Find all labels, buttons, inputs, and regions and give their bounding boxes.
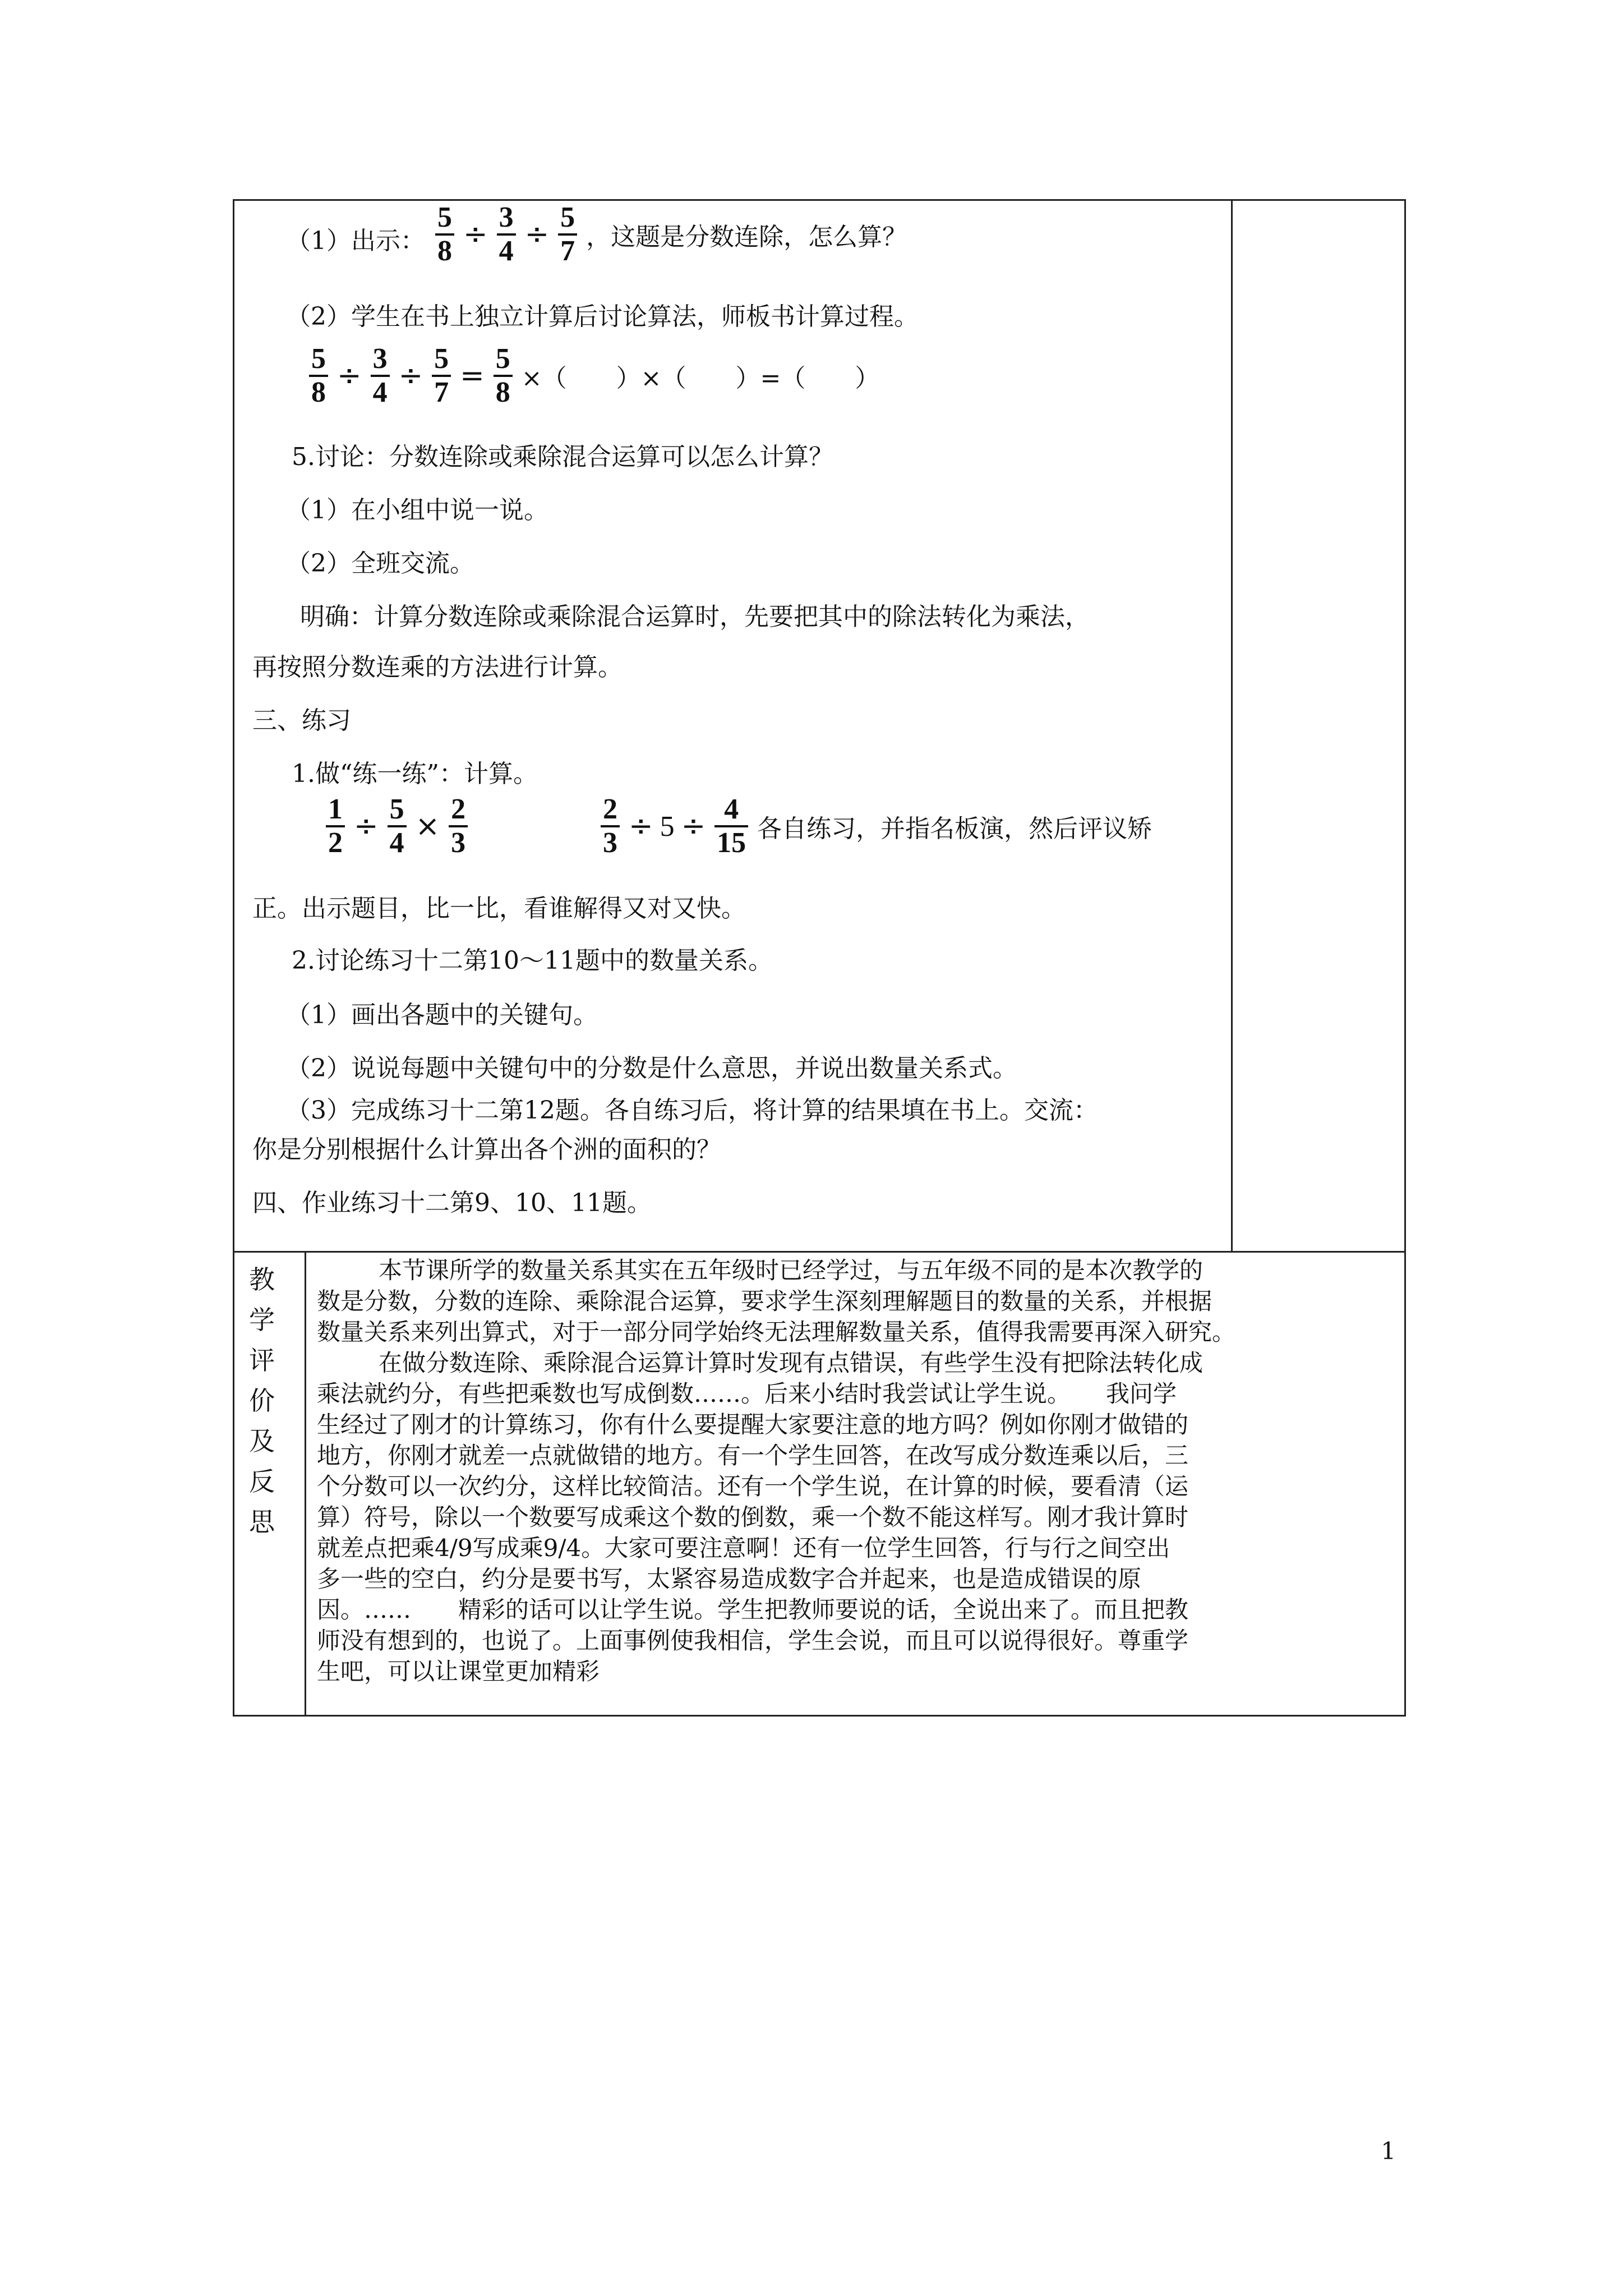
- expression-2: [306, 343, 879, 408]
- side-label-char: 学: [249, 1305, 275, 1335]
- equals-sign: =: [460, 359, 485, 393]
- integer-5: 5: [660, 810, 675, 843]
- line-11-tail: 各自练习，并指名板演，然后评议矫: [757, 815, 1152, 843]
- fraction: $\frac{1}{2}$: [326, 794, 345, 859]
- side-label-char: 价: [249, 1386, 275, 1416]
- table-top-border: [233, 199, 1406, 201]
- fraction: $\frac{5}{7}$: [432, 343, 451, 408]
- line-1-tail: ，这题是分数连除，怎么算？: [586, 223, 907, 251]
- row-divider: [233, 1251, 1406, 1253]
- reflection-line: 算）符号，除以一个数要写成乘这个数的倒数，乘一个数不能这样写。刚才我计算时: [317, 1503, 1189, 1531]
- side-label-char: 评: [249, 1345, 275, 1375]
- reflection-line: 数量关系来列出算式，对于一部分同学始终无法理解数量关系，值得我需要再深入研究。: [317, 1318, 1236, 1346]
- line-2: （2）学生在书上独立计算后讨论算法，师板书计算过程。: [286, 302, 919, 331]
- line-17: 你是分别根据什么计算出各个洲的面积的？: [252, 1135, 721, 1164]
- line-4: 5.讨论：分数连除或乘除混合运算可以怎么计算？: [292, 443, 833, 471]
- reflection-line: 多一些的空白，约分是要书写，太紧容易造成数字合并起来，也是造成错误的原: [317, 1565, 1142, 1593]
- line-15: （2）说说每题中关键句中的分数是什么意思，并说出数量关系式。: [286, 1054, 1017, 1083]
- side-label-char: 教: [249, 1264, 275, 1295]
- line-8: 再按照分数连乘的方法进行计算。: [252, 653, 623, 682]
- line-1-label: （1）出示：: [286, 227, 425, 255]
- fraction: $\frac{5}{7}$: [558, 202, 577, 267]
- exercise-a: [322, 794, 471, 859]
- divide-sign: ÷: [524, 218, 550, 251]
- reflection-line: 因。…… 精彩的话可以让学生说。学生把教师要说的话，全说出来了。而且把教: [317, 1596, 1189, 1623]
- divide-sign: ÷: [681, 809, 706, 843]
- line-13: 2.讨论练习十二第10～11题中的数量关系。: [292, 946, 773, 975]
- section-3-heading: 三、练习: [252, 706, 351, 735]
- line-7: 明确：计算分数连除或乘除混合运算时，先要把其中的除法转化为乘法，: [300, 602, 1090, 631]
- reflection-line: 生经过了刚才的计算练习，你有什么要提醒大家要注意的地方吗？例如你刚才做错的: [317, 1411, 1189, 1438]
- fraction: $\frac{3}{4}$: [371, 343, 390, 408]
- line-14: （1）画出各题中的关键句。: [286, 1001, 598, 1029]
- divide-sign: ÷: [629, 809, 653, 843]
- line-10: 1.做“练一练”：计算。: [292, 760, 538, 788]
- table-right-border: [1404, 199, 1406, 1717]
- line-6: （2）全班交流。: [286, 549, 474, 578]
- line-12: 正。出示题目，比一比，看谁解得又对又快。: [252, 894, 746, 923]
- expression-1: [432, 202, 907, 267]
- divide-sign: ÷: [463, 218, 488, 251]
- reflection-line: 地方，你刚才就差一点就做错的地方。有一个学生回答，在改写成分数连乘以后，三: [317, 1442, 1189, 1469]
- page-number: 1: [1381, 2137, 1396, 2165]
- label-column-divider: [305, 1251, 306, 1715]
- reflection-line: 就差点把乘4/9写成乘9/4。大家可要注意啊！还有一位学生回答，行与行之间空出: [317, 1534, 1170, 1562]
- side-label: [242, 1259, 282, 1542]
- reflection-line: 本节课所学的数量关系其实在五年级时已经学过，与五年级不同的是本次教学的: [379, 1257, 1204, 1284]
- divide-sign: ÷: [354, 809, 379, 843]
- section-4-heading: 四、作业练习十二第9、10、11题。: [252, 1189, 652, 1217]
- line-5: （1）在小组中说一说。: [286, 496, 548, 524]
- fraction: $\frac{3}{4}$: [497, 202, 516, 267]
- line-3-tail: ×（ ）×（ ）=（ ）: [521, 364, 880, 393]
- side-label-char: 及: [249, 1426, 275, 1456]
- fraction: $\frac{2}{3}$: [601, 794, 620, 859]
- line-16: （3）完成练习十二第12题。各自练习后，将计算的结果填在书上。交流：: [286, 1096, 1098, 1125]
- fraction: $\frac{5}{8}$: [435, 202, 454, 267]
- fraction: $\frac{5}{8}$: [309, 343, 328, 408]
- reflection-line: 生吧，可以让课堂更加精彩: [317, 1658, 600, 1685]
- reflection-line: 在做分数连除、乘除混合运算计算时发现有点错误，有些学生没有把除法转化成: [379, 1349, 1204, 1377]
- exercise-b: [597, 794, 1152, 859]
- side-label-char: 反: [249, 1466, 275, 1497]
- reflection-line: 数是分数，分数的连除、乘除混合运算，要求学生深刻理解题目的数量的关系，并根据: [317, 1287, 1212, 1315]
- notes-column-divider: [1231, 199, 1233, 1253]
- reflection-line: 师没有想到的，也说了。上面事例使我相信，学生会说，而且可以说得很好。尊重学: [317, 1627, 1189, 1654]
- reflection-line: 乘法就约分，有些把乘数也写成倒数……。后来小结时我尝试让学生说。 我问学: [317, 1380, 1177, 1407]
- fraction: $\frac{4}{15}$: [714, 794, 748, 859]
- fraction: $\frac{2}{3}$: [449, 794, 468, 859]
- divide-sign: ÷: [337, 359, 362, 393]
- fraction: $\frac{5}{8}$: [494, 343, 513, 408]
- table-left-border: [233, 199, 234, 1717]
- fraction: $\frac{5}{4}$: [388, 794, 407, 859]
- multiply-sign: ×: [415, 809, 440, 843]
- side-label-char: 思: [249, 1507, 275, 1537]
- reflection-line: 个分数可以一次约分，这样比较简洁。还有一个学生说，在计算的时候，要看清（运: [317, 1473, 1189, 1500]
- table-bottom-border: [233, 1715, 1406, 1717]
- divide-sign: ÷: [398, 359, 423, 393]
